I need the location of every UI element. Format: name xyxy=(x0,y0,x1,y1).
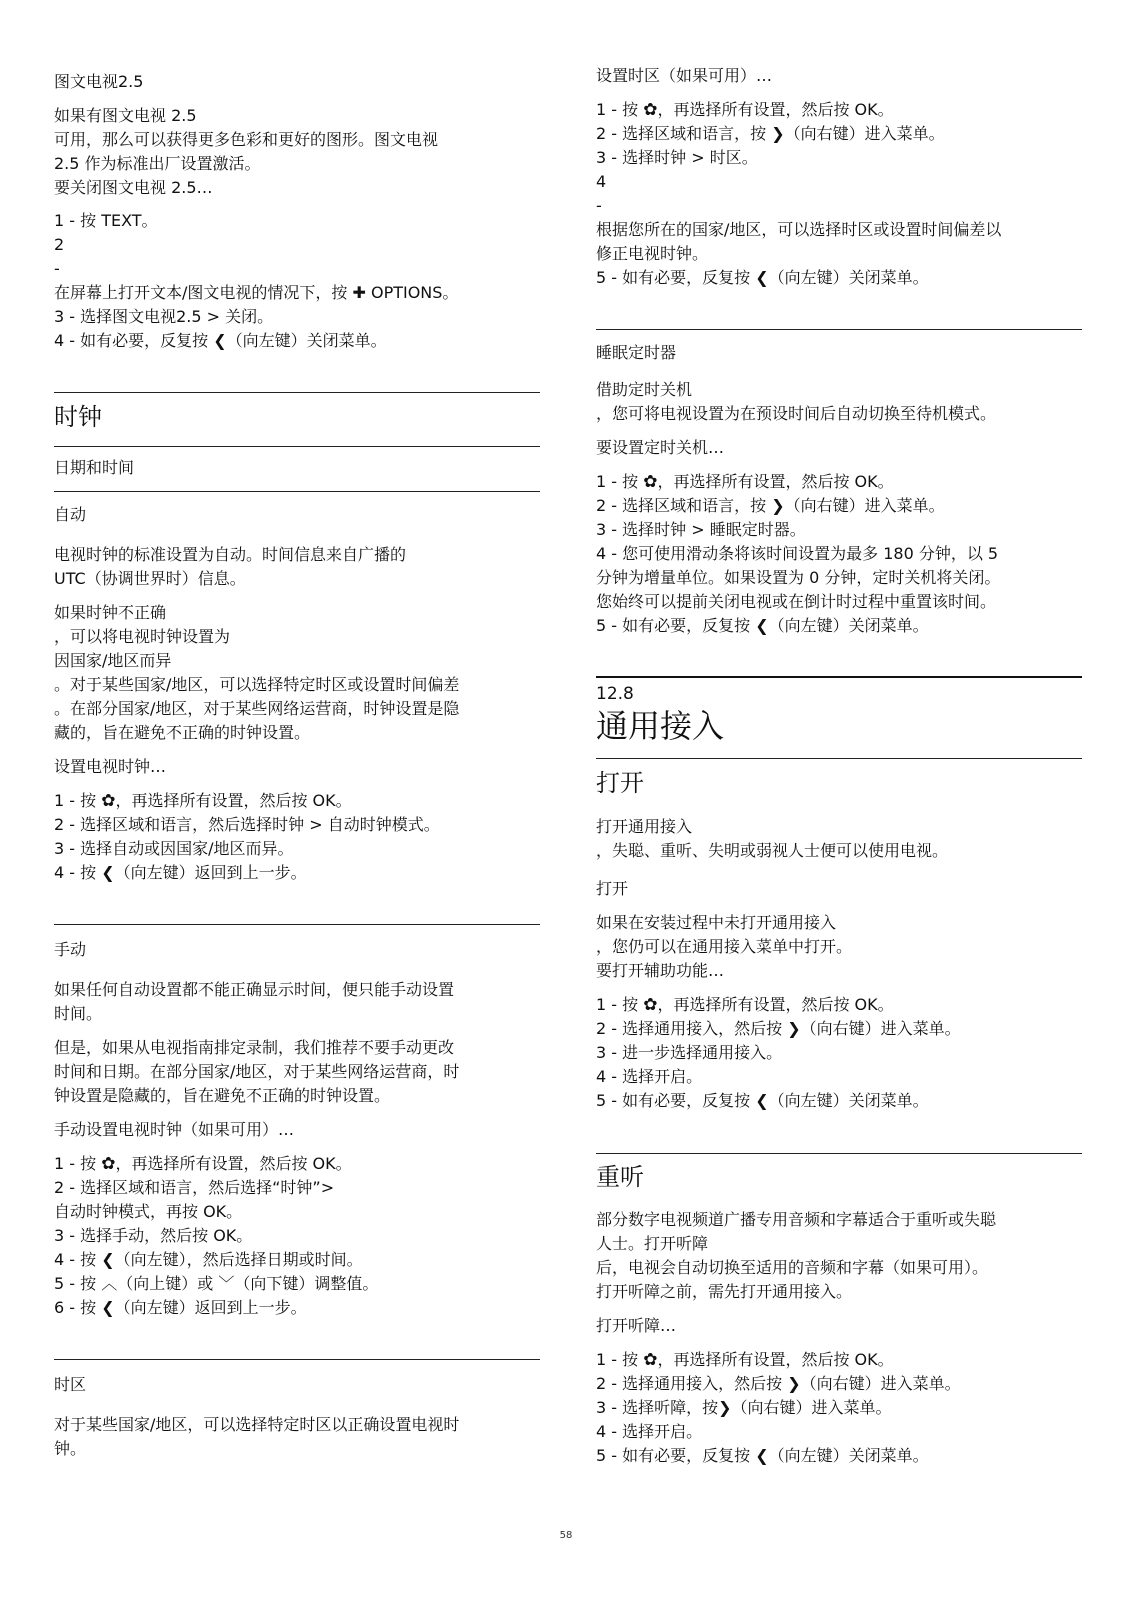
access-step: 3 - 进一步选择通用接入。 xyxy=(596,1043,783,1062)
chevron-down-icon: ﹀ xyxy=(218,1274,235,1293)
step-text: ，再选择所有设置，然后按 OK。 xyxy=(657,472,894,491)
plus-icon: ✚ xyxy=(352,283,366,302)
divider xyxy=(596,329,1082,330)
access-paragraph-line: 要打开辅助功能… xyxy=(596,961,725,980)
subsection-title-sleep-timer: 睡眠定时器 xyxy=(596,343,677,362)
step-text: （向右键）进入菜单。 xyxy=(784,496,945,515)
section-heading-clock: 时钟 xyxy=(54,403,102,431)
access-step xyxy=(596,995,894,1015)
chevron-right-icon: ❯ xyxy=(771,124,785,143)
manual-paragraph-line: 钟设置是隐藏的，旨在避免不正确的时钟设置。 xyxy=(54,1086,391,1105)
step-text: 5 - 如有必要，反复按 xyxy=(596,1446,756,1465)
chevron-left-icon: ❮ xyxy=(213,331,227,350)
step-text: 1 - 按 xyxy=(54,791,102,810)
access-step xyxy=(596,1091,929,1111)
step-text: 4 - 按 xyxy=(54,1250,102,1269)
teletext-step: 2 xyxy=(54,235,65,254)
step-text: （向下键）调整值。 xyxy=(234,1274,379,1293)
teletext-intro-line: 2.5 作为标准出厂设置激活。 xyxy=(54,154,261,173)
chapter-number: 12.8 xyxy=(596,684,634,704)
hearing-step xyxy=(596,1398,892,1418)
step-text: 2 - 选择通用接入，然后按 xyxy=(596,1019,788,1038)
step-text: 1 - 按 xyxy=(596,100,644,119)
manual-step: 3 - 选择手动，然后按 OK。 xyxy=(54,1226,253,1245)
timezone-step xyxy=(596,100,894,120)
timezone-step xyxy=(596,268,929,288)
hearing-paragraph-line: 打开听障之前，需先打开通用接入。 xyxy=(596,1282,853,1301)
access-paragraph-line: 如果在安装过程中未打开通用接入 xyxy=(596,913,837,932)
manual-paragraph-line: 如果任何自动设置都不能正确显示时间，便只能手动设置 xyxy=(54,980,455,999)
timezone-paragraph-line: 对于某些国家/地区，可以选择特定时区以正确设置电视时 xyxy=(54,1415,460,1434)
step-text: （向右键）进入菜单。 xyxy=(800,1019,961,1038)
divider xyxy=(54,491,540,492)
sleep-paragraph-line: 要设置定时关机… xyxy=(596,438,725,457)
gear-icon: ✿ xyxy=(101,791,116,811)
manual-step: 自动时钟模式，再按 OK。 xyxy=(54,1202,243,1221)
divider xyxy=(596,1153,1082,1154)
chapter-divider xyxy=(596,676,1082,678)
chevron-left-icon: ❮ xyxy=(755,616,769,635)
step-text: 5 - 按 xyxy=(54,1274,102,1293)
teletext-intro-line: 可用，那么可以获得更多色彩和更好的图形。图文电视 xyxy=(54,130,439,149)
timezone-paragraph-line: 钟。 xyxy=(54,1439,87,1458)
page-number: 58 xyxy=(559,1530,573,1541)
teletext-intro-line: 要关闭图文电视 2.5… xyxy=(54,178,213,197)
hearing-step xyxy=(596,1446,929,1466)
step-text: 2 - 选择区域和语言，按 xyxy=(596,496,772,515)
auto-paragraph-line: UTC（协调世界时）信息。 xyxy=(54,569,246,588)
gear-icon: ✿ xyxy=(643,472,658,492)
chevron-up-icon: ︿ xyxy=(101,1274,118,1293)
access-step xyxy=(596,1019,961,1039)
divider xyxy=(54,392,540,393)
step-text: （向左键）关闭菜单。 xyxy=(768,1091,929,1110)
hearing-paragraph-line: 部分数字电视频道广播专用音频和字幕适合于重听或失聪 xyxy=(596,1210,997,1229)
chevron-left-icon: ❮ xyxy=(101,863,115,882)
hearing-step: 4 - 选择开启。 xyxy=(596,1422,703,1441)
subsection-title-manual: 手动 xyxy=(54,940,87,959)
auto-paragraph-line: 因国家/地区而异 xyxy=(54,651,172,670)
gear-icon: ✿ xyxy=(643,1350,658,1370)
chevron-right-icon: ❯ xyxy=(787,1019,801,1038)
step-text: ，再选择所有设置，然后按 OK。 xyxy=(115,791,352,810)
step-text: 2 - 选择区域和语言，按 xyxy=(596,124,772,143)
step-text: 4 - 按 xyxy=(54,863,102,882)
subsection-title-switch-on: 打开 xyxy=(596,879,629,898)
auto-paragraph-line: 设置电视时钟… xyxy=(54,757,167,776)
step-text: 3 - 选择听障，按 xyxy=(596,1398,719,1417)
auto-paragraph-line: 。在部分国家/地区，对于某些网络运营商，时钟设置是隐 xyxy=(54,699,460,718)
sleep-step xyxy=(596,472,894,492)
step-text: OPTIONS。 xyxy=(365,283,459,302)
subsection-title-date-time: 日期和时间 xyxy=(54,458,135,477)
teletext-step: 1 - 按 TEXT。 xyxy=(54,211,158,230)
sleep-step xyxy=(596,616,929,636)
teletext-step: 3 - 选择图文电视2.5 > 关闭。 xyxy=(54,307,274,326)
hearing-paragraph-line: 人士。打开听障 xyxy=(596,1234,709,1253)
hearing-paragraph-line: 打开听障… xyxy=(596,1316,677,1335)
manual-step xyxy=(54,1250,363,1270)
step-text: （向左键）关闭菜单。 xyxy=(226,331,387,350)
auto-paragraph-line: 藏的，旨在避免不正确的时钟设置。 xyxy=(54,723,311,742)
auto-paragraph-line: ，可以将电视时钟设置为 xyxy=(54,627,231,646)
section-heading-switch-on: 打开 xyxy=(596,769,644,797)
step-text: 在屏幕上打开文本/图文电视的情况下，按 xyxy=(54,283,353,302)
auto-paragraph-line: 如果时钟不正确 xyxy=(54,603,167,622)
step-text: ，再选择所有设置，然后按 OK。 xyxy=(657,995,894,1014)
chevron-left-icon: ❮ xyxy=(755,268,769,287)
manual-paragraph-line: 时间和日期。在部分国家/地区，对于某些网络运营商，时 xyxy=(54,1062,460,1081)
section-title-teletext: 图文电视2.5 xyxy=(54,72,144,91)
step-text: （向左键）返回到上一步。 xyxy=(114,1298,307,1317)
sleep-step: 3 - 选择时钟 > 睡眠定时器。 xyxy=(596,520,806,539)
teletext-intro-line: 如果有图文电视 2.5 xyxy=(54,106,197,125)
manual-step xyxy=(54,1298,307,1318)
step-text: （向右键）进入菜单。 xyxy=(800,1374,961,1393)
step-text: （向左键）关闭菜单。 xyxy=(768,1446,929,1465)
hearing-step xyxy=(596,1350,894,1370)
chevron-left-icon: ❮ xyxy=(101,1298,115,1317)
subsection-title-auto: 自动 xyxy=(54,505,87,524)
access-paragraph-line: ，您仍可以在通用接入菜单中打开。 xyxy=(596,937,853,956)
step-text: （向右键）进入菜单。 xyxy=(784,124,945,143)
auto-step xyxy=(54,791,352,811)
manual-step xyxy=(54,1154,352,1174)
step-text: （向左键），然后选择日期或时间。 xyxy=(114,1250,363,1269)
timezone-step xyxy=(596,124,945,144)
timezone-step: 3 - 选择时钟 > 时区。 xyxy=(596,148,758,167)
timezone-step: - xyxy=(596,196,602,215)
access-paragraph-line: ，失聪、重听、失明或弱视人士便可以使用电视。 xyxy=(596,841,949,860)
hearing-step xyxy=(596,1374,961,1394)
step-text: 6 - 按 xyxy=(54,1298,102,1317)
teletext-step xyxy=(54,331,387,351)
auto-step xyxy=(54,863,307,883)
step-text: ，再选择所有设置，然后按 OK。 xyxy=(657,100,894,119)
chevron-right-icon: ❯ xyxy=(718,1398,732,1417)
sleep-step xyxy=(596,496,945,516)
divider xyxy=(54,1359,540,1360)
divider xyxy=(54,924,540,925)
step-text: 5 - 如有必要，反复按 xyxy=(596,268,756,287)
subsection-title-timezone: 时区 xyxy=(54,1375,87,1394)
auto-step: 2 - 选择区域和语言，然后选择时钟 > 自动时钟模式。 xyxy=(54,815,440,834)
sleep-step: 分钟为增量单位。如果设置为 0 分钟，定时关机将关闭。 xyxy=(596,568,1001,587)
chapter-heading-universal-access: 通用接入 xyxy=(596,707,725,745)
manual-paragraph-line: 手动设置电视时钟（如果可用）… xyxy=(54,1120,295,1139)
step-text: 1 - 按 xyxy=(596,1350,644,1369)
timezone-step: 根据您所在的国家/地区，可以选择时区或设置时间偏差以 xyxy=(596,220,1002,239)
manual-paragraph-line: 时间。 xyxy=(54,1004,103,1023)
auto-step: 3 - 选择自动或因国家/地区而异。 xyxy=(54,839,294,858)
auto-paragraph-line: 电视时钟的标准设置为自动。时间信息来自广播的 xyxy=(54,545,407,564)
chevron-right-icon: ❯ xyxy=(771,496,785,515)
manual-paragraph-line: 但是，如果从电视指南排定录制，我们推荐不要手动更改 xyxy=(54,1038,455,1057)
step-text: 1 - 按 xyxy=(54,1154,102,1173)
manual-step: 2 - 选择区域和语言，然后选择“时钟”> xyxy=(54,1178,335,1197)
step-text: （向左键）返回到上一步。 xyxy=(114,863,307,882)
step-text: 2 - 选择通用接入，然后按 xyxy=(596,1374,788,1393)
chevron-left-icon: ❮ xyxy=(101,1250,115,1269)
gear-icon: ✿ xyxy=(643,995,658,1015)
manual-step xyxy=(54,1274,378,1294)
sleep-step: 4 - 您可使用滑动条将该时间设置为最多 180 分钟，以 5 xyxy=(596,544,999,563)
sleep-paragraph-line: ，您可将电视设置为在预设时间后自动切换至待机模式。 xyxy=(596,404,997,423)
sleep-step: 您始终可以提前关闭电视或在倒计时过程中重置该时间。 xyxy=(596,592,997,611)
sleep-paragraph-line: 借助定时关机 xyxy=(596,380,693,399)
step-text: 1 - 按 xyxy=(596,995,644,1014)
teletext-step: - xyxy=(54,259,60,278)
step-text: 1 - 按 xyxy=(596,472,644,491)
divider xyxy=(54,446,540,447)
step-text: 5 - 如有必要，反复按 xyxy=(596,1091,756,1110)
step-text: （向左键）关闭菜单。 xyxy=(768,616,929,635)
gear-icon: ✿ xyxy=(643,100,658,120)
section-heading-hearing-impaired: 重听 xyxy=(596,1163,644,1191)
step-text: ，再选择所有设置，然后按 OK。 xyxy=(657,1350,894,1369)
step-text: （向上键）或 xyxy=(117,1274,219,1293)
teletext-step xyxy=(54,283,458,303)
step-text: （向左键）关闭菜单。 xyxy=(768,268,929,287)
step-text: ，再选择所有设置，然后按 OK。 xyxy=(115,1154,352,1173)
step-text: 5 - 如有必要，反复按 xyxy=(596,616,756,635)
gear-icon: ✿ xyxy=(101,1154,116,1174)
chevron-left-icon: ❮ xyxy=(755,1091,769,1110)
divider xyxy=(596,758,1082,759)
timezone-step: 修正电视时钟。 xyxy=(596,244,709,263)
step-text: （向右键）进入菜单。 xyxy=(731,1398,892,1417)
step-text: 4 - 如有必要，反复按 xyxy=(54,331,214,350)
chevron-left-icon: ❮ xyxy=(755,1446,769,1465)
access-paragraph-line: 打开通用接入 xyxy=(596,817,693,836)
chevron-right-icon: ❯ xyxy=(787,1374,801,1393)
timezone-set-title: 设置时区（如果可用）… xyxy=(596,66,773,85)
hearing-paragraph-line: 后，电视会自动切换至适用的音频和字幕（如果可用）。 xyxy=(596,1258,989,1277)
auto-paragraph-line: 。对于某些国家/地区，可以选择特定时区或设置时间偏差 xyxy=(54,675,460,694)
access-step: 4 - 选择开启。 xyxy=(596,1067,703,1086)
timezone-step: 4 xyxy=(596,172,607,191)
